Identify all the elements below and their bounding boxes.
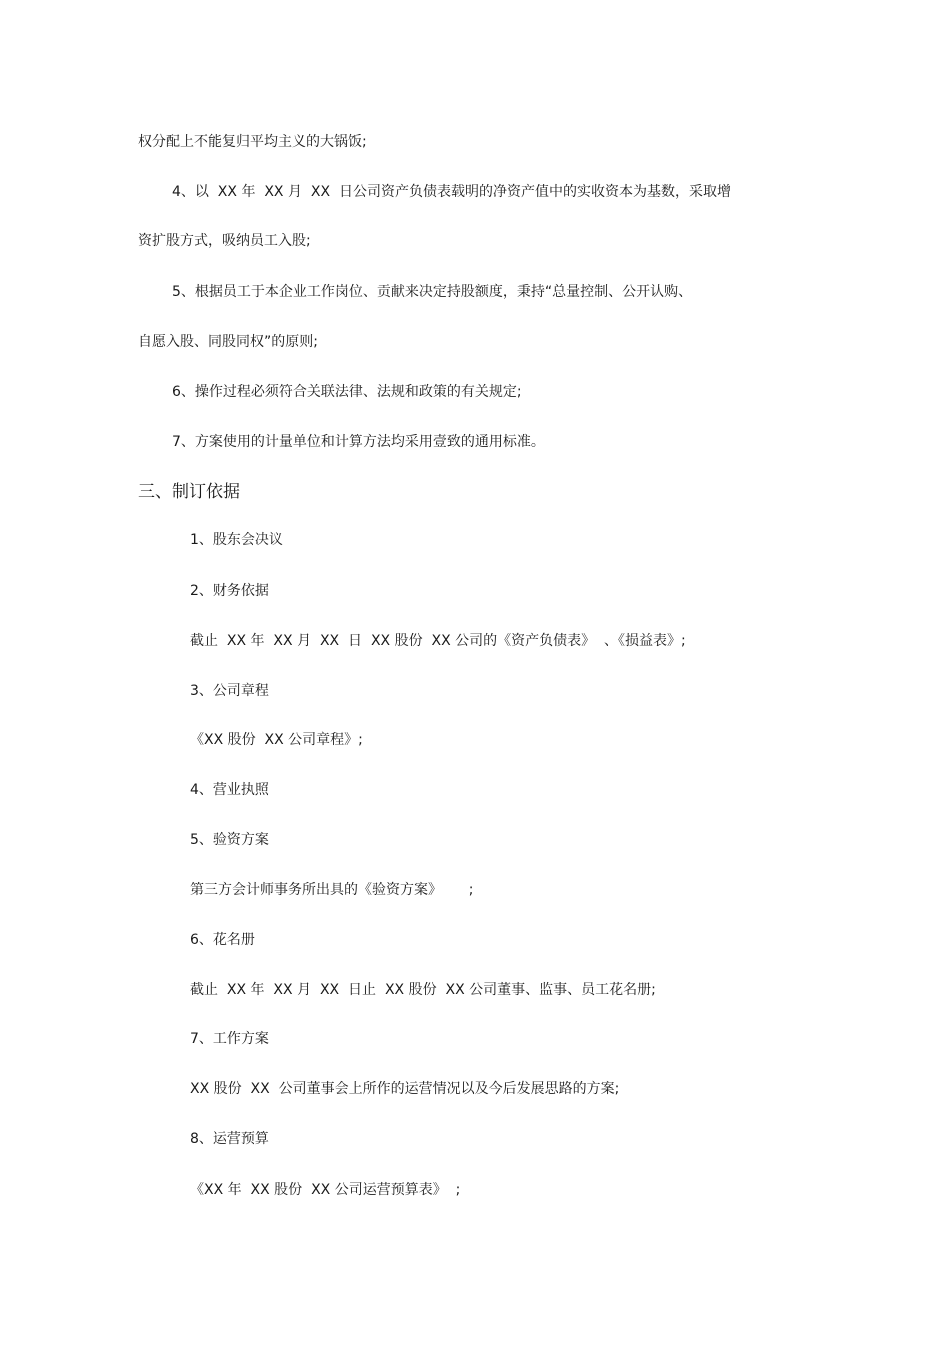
text-line-4: 5、根据员工于本企业工作岗位、贡献来决定持股额度，秉持“总量控制、公开认购、 [172, 284, 693, 300]
text-line-5: 自愿入股、同股同权”的原则; [138, 334, 318, 350]
list-item: 《XX 股份 XX 公司章程》; [190, 732, 363, 748]
list-item: XX 股份 XX 公司董事会上所作的运营情况以及今后发展思路的方案; [190, 1081, 620, 1097]
list-item: 6、花名册 [190, 932, 255, 948]
list-item: 5、验资方案 [190, 832, 269, 848]
text-line-3: 资扩股方式，吸纳员工入股; [138, 233, 311, 249]
section-heading: 三、制订依据 [138, 482, 240, 502]
text-line-6: 6、操作过程必须符合关联法律、法规和政策的有关规定; [172, 384, 522, 400]
list-item: 截止 XX 年 XX 月 XX 日 XX 股份 XX 公司的《资产负债表》 、《损益表》; [190, 633, 686, 649]
list-item: 《XX 年 XX 股份 XX 公司运营预算表》 ; [190, 1182, 461, 1198]
text-line-2: 4、以 XX 年 XX 月 XX 日公司资产负债表载明的净资产值中的实收资本为基数，采取增 [172, 184, 731, 200]
list-item: 7、工作方案 [190, 1031, 269, 1047]
list-item: 4、营业执照 [190, 782, 269, 798]
list-item: 8、运营预算 [190, 1131, 269, 1147]
text-line-7: 7、方案使用的计量单位和计算方法均采用壹致的通用标准。 [172, 434, 545, 450]
list-item: 3、公司章程 [190, 683, 269, 699]
list-item: 截止 XX 年 XX 月 XX 日止 XX 股份 XX 公司董事、监事、员工花名册; [190, 982, 656, 998]
text-line-1: 权分配上不能复归平均主义的大锅饭; [138, 134, 367, 150]
list-item: 1、股东会决议 [190, 532, 283, 548]
list-item: 2、财务依据 [190, 583, 269, 599]
list-item: 第三方会计师事务所出具的《验资方案》 ; [190, 882, 474, 898]
